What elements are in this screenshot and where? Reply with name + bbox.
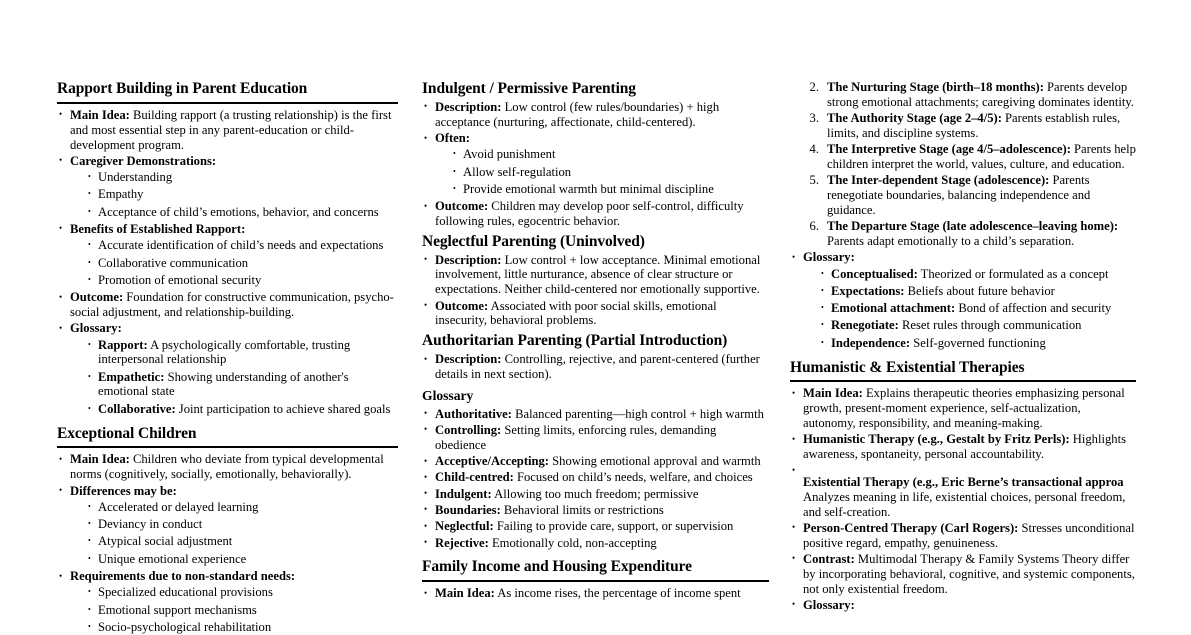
- list-item-text: Reset rules through communication: [898, 318, 1082, 333]
- list-item: [87, 402, 398, 417]
- list-item-text: Bond of affection and security: [955, 301, 1112, 316]
- list-item-text: Emotionally cold, non-accepting: [488, 535, 657, 550]
- list-item-text: Setting limits, enforcing rules, demanding obedience: [435, 422, 717, 452]
- list-item: [57, 290, 398, 320]
- list-item-term: The Inter-dependent Stage (adolescence):: [827, 173, 1050, 188]
- list-item-text: Explains therapeutic theories emphasizing personal growth, present-moment experience, self-actualization, autonomy, responsibility, and meaning-making.: [803, 386, 1125, 431]
- list-item: [87, 620, 398, 635]
- list-item-term: Differences may be:: [70, 483, 177, 498]
- list-item-number: 5.: [809, 173, 819, 188]
- list-item: [87, 552, 398, 567]
- list-item: [57, 154, 398, 220]
- list-item-text: Low control + low acceptance. Minimal emotional involvement, little nurturance, absence of clear structure or expectations. Neither child-centered nor emotionally supportive.: [435, 252, 761, 297]
- list-item-term: Glossary:: [70, 321, 122, 336]
- section-list: [422, 100, 769, 229]
- list-item: [790, 219, 1136, 249]
- section-indulgent-permissive-parenting: [422, 80, 769, 229]
- list-item: [422, 519, 769, 534]
- list-item-term: The Authority Stage (age 2–4/5):: [827, 111, 1002, 126]
- section-divider: [790, 380, 1136, 382]
- list-item-text: Showing emotional approval and warmth: [549, 454, 761, 469]
- list-item-term: Description:: [435, 352, 502, 367]
- numbered-list: [790, 80, 1136, 249]
- list-item-term: Neglectful:: [435, 519, 494, 534]
- list-item-term: Person-Centred Therapy (Carl Rogers):: [803, 520, 1019, 535]
- list-item-term: Main Idea:: [435, 586, 495, 601]
- list-item: [452, 147, 769, 162]
- list-item-term: Rejective:: [435, 535, 489, 550]
- list-item-number: 4.: [809, 142, 819, 157]
- list-item-text: Atypical social adjustment: [98, 534, 233, 549]
- list-item: [57, 484, 398, 567]
- section-humanistic-existential-therapies: [790, 359, 1136, 613]
- list-item-text: Children who deviate from typical developmental norms (cognitively, socially, emotionally, behaviorally).: [70, 452, 384, 482]
- list-item-text: Balanced parenting—high control + high warmth: [511, 406, 764, 421]
- list-item: [87, 273, 398, 288]
- list-item: [790, 250, 1136, 350]
- list-item: [452, 182, 769, 197]
- list-item-text: Controlling, rejective, and parent-centered (further details in next section).: [435, 352, 760, 381]
- section-title: Humanistic & Existential Therapies: [790, 358, 1025, 376]
- list-item-term: Rapport:: [98, 337, 148, 352]
- list-item: [790, 386, 1136, 430]
- list-item-number: 2.: [809, 80, 819, 94]
- list-item-term: Authoritative:: [435, 406, 512, 421]
- list-item: [57, 108, 398, 152]
- sub-list: [70, 585, 398, 634]
- section-list: [790, 250, 1136, 350]
- list-item-text: Understanding: [98, 170, 173, 185]
- sub-list: [435, 147, 769, 196]
- list-item-text: Beliefs about future behavior: [904, 283, 1055, 298]
- list-item: [790, 80, 1136, 110]
- section-divider: [422, 580, 769, 582]
- list-item: [790, 142, 1136, 172]
- section-title: Exceptional Children: [57, 424, 197, 442]
- list-item-term: Outcome:: [435, 298, 489, 313]
- list-item-term: Empathetic:: [98, 369, 165, 384]
- list-item-empty: [790, 463, 1136, 473]
- section-list: [422, 352, 769, 382]
- sub-list: [70, 238, 398, 287]
- section-family-income-housing: [422, 558, 769, 601]
- list-item: [820, 284, 1136, 299]
- list-item-term: Child-centred:: [435, 470, 514, 485]
- section-rapport-building: [57, 80, 398, 417]
- list-item-term: Main Idea:: [70, 107, 130, 122]
- list-item: [422, 199, 769, 229]
- list-item: [820, 267, 1136, 282]
- list-item: [422, 253, 769, 297]
- list-item-term: Acceptive/Accepting:: [435, 454, 550, 469]
- list-item-term: Indulgent:: [435, 486, 492, 501]
- list-item: [87, 517, 398, 532]
- list-item-text: Showing understanding of another's emotional state: [98, 369, 349, 399]
- list-item: [87, 205, 398, 220]
- list-item-text: Joint participation to achieve shared goals: [175, 401, 391, 416]
- list-item: [790, 521, 1136, 551]
- section-divider: [57, 446, 398, 448]
- list-item-text: Parents help children interpret the world, values, culture, and education.: [827, 142, 1136, 171]
- list-item: [87, 500, 398, 515]
- list-item: [422, 423, 769, 453]
- list-item: [87, 534, 398, 549]
- list-item-text: Deviancy in conduct: [98, 517, 203, 532]
- section-list: [57, 108, 398, 417]
- list-item-text: A psychologically comfortable, trusting interpersonal relationship: [98, 337, 351, 367]
- list-item: [790, 598, 1136, 613]
- list-item-text: Collaborative communication: [98, 255, 249, 270]
- list-item-term: Description:: [435, 252, 502, 267]
- list-item: [820, 336, 1136, 351]
- list-item-term: Existential Therapy (e.g., Eric Berne’s transactional approa: [803, 474, 1124, 489]
- list-item-term: Independence:: [831, 335, 911, 350]
- list-item-number: 6.: [809, 219, 819, 234]
- list-item-term: Glossary:: [803, 250, 855, 265]
- list-item-term: Description:: [435, 99, 502, 114]
- list-item: [422, 536, 769, 551]
- list-item-text: Accelerated or delayed learning: [98, 499, 259, 514]
- list-item: [790, 432, 1136, 462]
- list-item: [87, 370, 398, 400]
- list-item: [422, 299, 769, 329]
- list-item-text: Allow self-regulation: [463, 164, 572, 179]
- section-title: Neglectful Parenting (Uninvolved): [422, 232, 645, 250]
- list-item: [422, 503, 769, 518]
- list-item-text: Allowing too much freedom; permissive: [491, 486, 699, 501]
- section-neglectful-parenting: [422, 233, 769, 328]
- list-item: [87, 238, 398, 253]
- list-item-text: Failing to provide care, support, or supervision: [493, 519, 734, 534]
- list-item-text: Focused on child’s needs, welfare, and choices: [513, 470, 753, 485]
- sub-list: [70, 338, 398, 417]
- section-list: [790, 386, 1136, 473]
- section-exceptional-children: [57, 425, 398, 635]
- list-item-term: The Interpretive Stage (age 4/5–adolescence):: [827, 142, 1071, 157]
- list-item-text: Self-governed functioning: [910, 335, 1046, 350]
- list-item-text: Parents establish rules, limits, and discipline systems.: [827, 111, 1121, 140]
- list-item: [87, 338, 398, 368]
- section-glossary-parenting: [422, 388, 769, 551]
- list-item: [790, 552, 1136, 596]
- section-title: Family Income and Housing Expenditure: [422, 558, 692, 576]
- list-item: [422, 586, 769, 601]
- list-item: [422, 487, 769, 502]
- list-item-term: Collaborative:: [98, 401, 176, 416]
- section-list: [57, 452, 398, 634]
- list-item-text: Foundation for constructive communication, psycho-social adjustment, and relationship-building.: [70, 290, 394, 319]
- list-item-text: Stresses unconditional positive regard, empathy, genuineness.: [803, 520, 1135, 550]
- list-item-term: Conceptualised:: [831, 266, 918, 281]
- list-item: [422, 100, 769, 130]
- list-item-text: Parents develop strong emotional attachments; caregiving dominates identity.: [827, 80, 1134, 109]
- list-item-text: Empathy: [98, 187, 144, 202]
- list-item-text: Acceptance of child’s emotions, behavior, and concerns: [98, 204, 379, 219]
- list-item-text: Accurate identification of child’s needs and expectations: [98, 238, 384, 253]
- section-list: [422, 586, 769, 601]
- section-divider: [57, 102, 398, 104]
- list-item-text: Avoid punishment: [463, 147, 556, 162]
- list-item-text: As income rises, the percentage of income spent: [494, 586, 741, 601]
- sub-list: [803, 267, 1136, 351]
- list-item-term: Glossary:: [803, 597, 855, 612]
- list-item: [87, 170, 398, 185]
- list-item: [57, 452, 398, 482]
- list-item: [87, 585, 398, 600]
- section-list: [422, 407, 769, 551]
- column-right: [790, 80, 1136, 626]
- list-item-term: Often:: [435, 131, 470, 145]
- list-item-text: Theorized or formulated as a concept: [917, 266, 1109, 281]
- list-item-term: Boundaries:: [435, 502, 501, 517]
- list-item-term: Requirements due to non-standard needs:: [70, 569, 296, 584]
- section-parental-stages-continued: [790, 80, 1136, 351]
- list-item-text: Promotion of emotional security: [98, 272, 262, 287]
- existential-therapy-overflow-term: [790, 475, 1136, 490]
- list-item-term: Outcome:: [70, 290, 124, 305]
- list-item-text: Emotional support mechanisms: [98, 602, 257, 617]
- list-item-text: Specialized educational provisions: [98, 585, 273, 600]
- list-item-text: Building rapport (a trusting relationship) is the first and most essential step in any parent-education or child-development program.: [70, 107, 392, 152]
- list-item-term: Expectations:: [831, 283, 905, 298]
- list-item: [422, 407, 769, 422]
- list-item-term: The Nurturing Stage (birth–18 months):: [827, 80, 1044, 94]
- list-item: [452, 165, 769, 180]
- list-item: [422, 470, 769, 485]
- list-item-term: Outcome:: [435, 199, 489, 214]
- column-middle: [422, 80, 769, 626]
- list-item: [820, 318, 1136, 333]
- list-item: [422, 454, 769, 469]
- list-item-text: Behavioral limits or restrictions: [500, 502, 664, 517]
- list-item-term: Emotional attachment:: [831, 301, 956, 316]
- list-item-text: Parents adapt emotionally to a child’s separation.: [827, 233, 1075, 248]
- list-item-number: 3.: [809, 111, 819, 126]
- list-item: [422, 131, 769, 197]
- list-item-text: Multimodal Therapy & Family Systems Theory differ by incorporating behavioral, cognitive, and systemic components, not only existential freedom.: [803, 551, 1135, 596]
- list-item: [57, 569, 398, 635]
- list-item-text: Low control (few rules/boundaries) + high acceptance (nurturing, affectionate, child-centered).: [435, 99, 720, 129]
- list-item-text: Highlights awareness, spontaneity, personal accountability.: [803, 432, 1126, 462]
- list-item-term: Main Idea:: [803, 386, 863, 401]
- list-item: [87, 256, 398, 271]
- list-item: [820, 301, 1136, 316]
- column-left: [57, 80, 398, 634]
- list-item-text: Provide emotional warmth but minimal discipline: [463, 181, 714, 196]
- list-item: [87, 603, 398, 618]
- list-item-term: The Departure Stage (late adolescence–leaving home):: [827, 219, 1119, 234]
- list-item-text: Associated with poor social skills, emotional insecurity, behavioral problems.: [435, 298, 717, 328]
- list-item: [57, 321, 398, 416]
- list-item: [87, 187, 398, 202]
- section-title: Authoritarian Parenting (Partial Introduction): [422, 332, 728, 350]
- list-item-text: Children may develop poor self-control, difficulty following rules, egocentric behavior.: [435, 199, 744, 228]
- list-item-term: Caregiver Demonstrations:: [70, 153, 217, 168]
- list-item-term: Renegotiate:: [831, 318, 899, 333]
- list-item: [790, 173, 1136, 217]
- section-list: [422, 253, 769, 328]
- section-list-continued: [790, 521, 1136, 613]
- list-item: [790, 111, 1136, 141]
- list-item: [422, 352, 769, 382]
- list-item-text: Unique emotional experience: [98, 551, 247, 566]
- section-title: Rapport Building in Parent Education: [57, 80, 308, 97]
- list-item-term: Humanistic Therapy (e.g., Gestalt by Fritz Perls):: [803, 432, 1070, 447]
- existential-therapy-overflow-text: Analyzes meaning in life, existential choices, personal freedom, and self-creation.: [803, 489, 1126, 519]
- section-title: Glossary: [422, 387, 474, 403]
- list-item: [57, 222, 398, 288]
- section-authoritarian-parenting: [422, 332, 769, 382]
- list-item-term: Controlling:: [435, 422, 502, 437]
- list-item-text: Parents renegotiate boundaries, balancing independence and guidance.: [827, 173, 1091, 217]
- section-title: Indulgent / Permissive Parenting: [422, 80, 636, 97]
- list-item-text: Socio-psychological rehabilitation: [98, 619, 272, 634]
- list-item-term: Benefits of Established Rapport:: [70, 221, 246, 236]
- list-item-term: Main Idea:: [70, 452, 130, 467]
- sub-list: [70, 500, 398, 567]
- sub-list: [70, 170, 398, 219]
- list-item-term: Contrast:: [803, 551, 855, 566]
